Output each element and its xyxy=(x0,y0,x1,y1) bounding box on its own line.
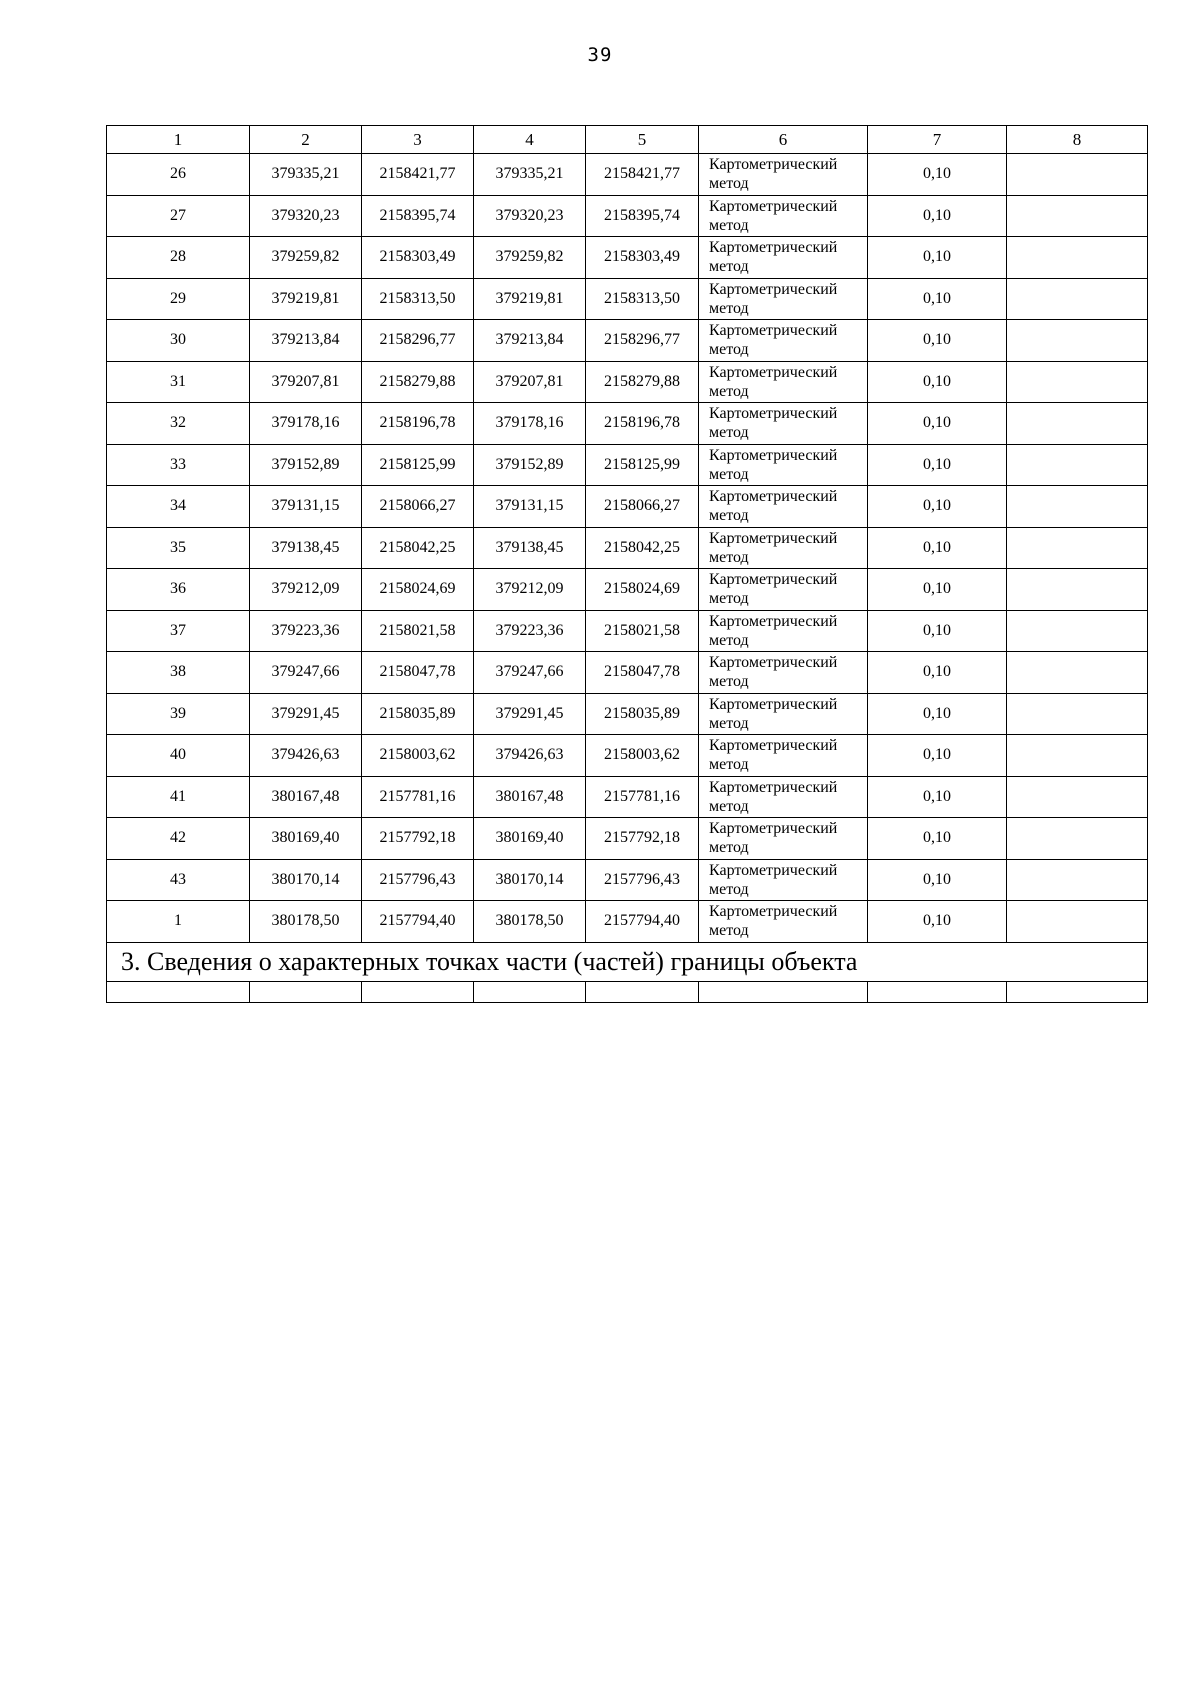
refined-x-cell: 380170,14 xyxy=(474,859,586,901)
refined-x-cell: 379138,45 xyxy=(474,527,586,569)
point-number-cell: 28 xyxy=(107,237,250,279)
refined-x-cell: 379219,81 xyxy=(474,278,586,320)
existing-x-cell: 379178,16 xyxy=(250,403,362,445)
method-cell xyxy=(699,693,868,735)
point-number-cell: 43 xyxy=(107,859,250,901)
point-number-cell: 1 xyxy=(107,901,250,943)
empty-cell xyxy=(250,981,362,1002)
table-row xyxy=(107,278,1148,320)
table-row xyxy=(107,403,1148,445)
section-heading-row xyxy=(107,942,1148,981)
existing-x-cell: 379131,15 xyxy=(250,486,362,528)
table-row xyxy=(107,693,1148,735)
note-cell xyxy=(1007,610,1148,652)
refined-y-cell: 2158313,50 xyxy=(586,278,699,320)
refined-x-cell: 379207,81 xyxy=(474,361,586,403)
existing-x-cell: 380167,48 xyxy=(250,776,362,818)
existing-y-cell: 2158313,50 xyxy=(362,278,474,320)
refined-y-cell: 2158296,77 xyxy=(586,320,699,362)
point-number-cell: 33 xyxy=(107,444,250,486)
existing-y-cell: 2157796,43 xyxy=(362,859,474,901)
refined-y-cell: 2157781,16 xyxy=(586,776,699,818)
existing-x-cell: 380178,50 xyxy=(250,901,362,943)
method-line-1: Картометрический xyxy=(709,363,838,381)
point-number-cell: 36 xyxy=(107,569,250,611)
method-line-2: метод xyxy=(709,341,749,359)
method-line-1: Картометрический xyxy=(709,529,838,547)
refined-x-cell: 379335,21 xyxy=(474,154,586,196)
point-number-cell: 27 xyxy=(107,195,250,237)
refined-x-cell: 379178,16 xyxy=(474,403,586,445)
section-heading: 3. Сведения о характерных точках части (частей) границы объекта xyxy=(107,942,1148,981)
point-number-cell: 39 xyxy=(107,693,250,735)
existing-x-cell: 379223,36 xyxy=(250,610,362,652)
note-cell xyxy=(1007,237,1148,279)
table-row xyxy=(107,652,1148,694)
accuracy-cell: 0,10 xyxy=(868,486,1007,528)
method-line-2: метод xyxy=(709,507,749,525)
refined-y-cell: 2158035,89 xyxy=(586,693,699,735)
refined-y-cell: 2158279,88 xyxy=(586,361,699,403)
note-cell xyxy=(1007,403,1148,445)
accuracy-cell: 0,10 xyxy=(868,403,1007,445)
refined-y-cell: 2158125,99 xyxy=(586,444,699,486)
method-cell xyxy=(699,859,868,901)
method-line-1: Картометрический xyxy=(709,322,838,340)
empty-cell xyxy=(699,981,868,1002)
existing-x-cell: 380169,40 xyxy=(250,818,362,860)
refined-x-cell: 379247,66 xyxy=(474,652,586,694)
existing-x-cell: 379426,63 xyxy=(250,735,362,777)
existing-x-cell: 379207,81 xyxy=(250,361,362,403)
refined-y-cell: 2158003,62 xyxy=(586,735,699,777)
existing-x-cell: 379213,84 xyxy=(250,320,362,362)
method-line-1: Картометрический xyxy=(709,737,838,755)
method-line-2: метод xyxy=(709,590,749,608)
point-number-cell: 31 xyxy=(107,361,250,403)
method-line-1: Картометрический xyxy=(709,820,838,838)
point-number-cell: 38 xyxy=(107,652,250,694)
note-cell xyxy=(1007,278,1148,320)
column-number-cell: 5 xyxy=(586,126,699,154)
existing-y-cell: 2158421,77 xyxy=(362,154,474,196)
table-row xyxy=(107,320,1148,362)
method-line-2: метод xyxy=(709,797,749,815)
existing-x-cell: 379138,45 xyxy=(250,527,362,569)
point-number-cell: 35 xyxy=(107,527,250,569)
method-cell xyxy=(699,361,868,403)
note-cell xyxy=(1007,735,1148,777)
table-row xyxy=(107,610,1148,652)
column-number-cell: 2 xyxy=(250,126,362,154)
note-cell xyxy=(1007,901,1148,943)
point-number-cell: 32 xyxy=(107,403,250,445)
existing-x-cell: 379247,66 xyxy=(250,652,362,694)
note-cell xyxy=(1007,693,1148,735)
point-number-cell: 42 xyxy=(107,818,250,860)
refined-y-cell: 2157792,18 xyxy=(586,818,699,860)
table-row xyxy=(107,859,1148,901)
empty-cell xyxy=(586,981,699,1002)
method-line-1: Картометрический xyxy=(709,239,838,257)
note-cell xyxy=(1007,154,1148,196)
existing-y-cell: 2157792,18 xyxy=(362,818,474,860)
refined-x-cell: 380169,40 xyxy=(474,818,586,860)
existing-y-cell: 2158066,27 xyxy=(362,486,474,528)
note-cell xyxy=(1007,818,1148,860)
point-number-cell: 26 xyxy=(107,154,250,196)
accuracy-cell: 0,10 xyxy=(868,527,1007,569)
method-cell xyxy=(699,735,868,777)
method-line-2: метод xyxy=(709,880,749,898)
method-line-1: Картометрический xyxy=(709,695,838,713)
column-number-row xyxy=(107,126,1148,154)
existing-x-cell: 379291,45 xyxy=(250,693,362,735)
table-row xyxy=(107,237,1148,279)
method-cell xyxy=(699,652,868,694)
existing-x-cell: 379219,81 xyxy=(250,278,362,320)
existing-x-cell: 380170,14 xyxy=(250,859,362,901)
note-cell xyxy=(1007,486,1148,528)
existing-x-cell: 379320,23 xyxy=(250,195,362,237)
method-cell xyxy=(699,237,868,279)
accuracy-cell: 0,10 xyxy=(868,818,1007,860)
existing-y-cell: 2157794,40 xyxy=(362,901,474,943)
method-line-1: Картометрический xyxy=(709,156,838,174)
method-cell xyxy=(699,403,868,445)
refined-y-cell: 2157796,43 xyxy=(586,859,699,901)
refined-x-cell: 379426,63 xyxy=(474,735,586,777)
empty-cell xyxy=(1007,981,1148,1002)
note-cell xyxy=(1007,320,1148,362)
method-line-1: Картометрический xyxy=(709,903,838,921)
method-cell xyxy=(699,610,868,652)
method-line-2: метод xyxy=(709,756,749,774)
existing-x-cell: 379152,89 xyxy=(250,444,362,486)
existing-y-cell: 2157781,16 xyxy=(362,776,474,818)
method-cell xyxy=(699,776,868,818)
note-cell xyxy=(1007,776,1148,818)
note-cell xyxy=(1007,527,1148,569)
method-line-2: метод xyxy=(709,424,749,442)
point-number-cell: 40 xyxy=(107,735,250,777)
method-line-2: метод xyxy=(709,631,749,649)
method-line-2: метод xyxy=(709,465,749,483)
existing-y-cell: 2158003,62 xyxy=(362,735,474,777)
refined-y-cell: 2158042,25 xyxy=(586,527,699,569)
method-line-1: Картометрический xyxy=(709,654,838,672)
method-cell xyxy=(699,569,868,611)
existing-x-cell: 379259,82 xyxy=(250,237,362,279)
method-line-2: метод xyxy=(709,258,749,276)
note-cell xyxy=(1007,652,1148,694)
method-cell xyxy=(699,444,868,486)
refined-y-cell: 2158395,74 xyxy=(586,195,699,237)
refined-x-cell: 379320,23 xyxy=(474,195,586,237)
note-cell xyxy=(1007,569,1148,611)
table-row xyxy=(107,569,1148,611)
refined-x-cell: 379259,82 xyxy=(474,237,586,279)
method-line-2: метод xyxy=(709,548,749,566)
table-row xyxy=(107,444,1148,486)
table-row xyxy=(107,818,1148,860)
refined-y-cell: 2158021,58 xyxy=(586,610,699,652)
method-cell xyxy=(699,195,868,237)
accuracy-cell: 0,10 xyxy=(868,154,1007,196)
column-number-cell: 6 xyxy=(699,126,868,154)
table-row xyxy=(107,527,1148,569)
existing-y-cell: 2158279,88 xyxy=(362,361,474,403)
existing-y-cell: 2158021,58 xyxy=(362,610,474,652)
method-line-1: Картометрический xyxy=(709,861,838,879)
refined-x-cell: 380178,50 xyxy=(474,901,586,943)
note-cell xyxy=(1007,444,1148,486)
method-cell xyxy=(699,320,868,362)
empty-cell xyxy=(868,981,1007,1002)
method-line-1: Картометрический xyxy=(709,405,838,423)
method-line-2: метод xyxy=(709,216,749,234)
accuracy-cell: 0,10 xyxy=(868,610,1007,652)
column-number-cell: 4 xyxy=(474,126,586,154)
accuracy-cell: 0,10 xyxy=(868,569,1007,611)
method-line-2: метод xyxy=(709,714,749,732)
method-cell xyxy=(699,154,868,196)
existing-y-cell: 2158035,89 xyxy=(362,693,474,735)
method-line-2: метод xyxy=(709,673,749,691)
accuracy-cell: 0,10 xyxy=(868,652,1007,694)
table-row xyxy=(107,486,1148,528)
accuracy-cell: 0,10 xyxy=(868,859,1007,901)
refined-y-cell: 2158024,69 xyxy=(586,569,699,611)
column-number-cell: 7 xyxy=(868,126,1007,154)
refined-y-cell: 2158047,78 xyxy=(586,652,699,694)
existing-y-cell: 2158196,78 xyxy=(362,403,474,445)
refined-x-cell: 379213,84 xyxy=(474,320,586,362)
method-line-1: Картометрический xyxy=(709,197,838,215)
refined-x-cell: 379152,89 xyxy=(474,444,586,486)
accuracy-cell: 0,10 xyxy=(868,776,1007,818)
refined-y-cell: 2158066,27 xyxy=(586,486,699,528)
accuracy-cell: 0,10 xyxy=(868,444,1007,486)
empty-cell xyxy=(362,981,474,1002)
accuracy-cell: 0,10 xyxy=(868,361,1007,403)
accuracy-cell: 0,10 xyxy=(868,735,1007,777)
page-number: 39 xyxy=(587,44,613,66)
method-cell xyxy=(699,486,868,528)
table-row xyxy=(107,154,1148,196)
table-row xyxy=(107,901,1148,943)
method-cell xyxy=(699,278,868,320)
accuracy-cell: 0,10 xyxy=(868,693,1007,735)
method-line-1: Картометрический xyxy=(709,488,838,506)
column-number-cell: 1 xyxy=(107,126,250,154)
note-cell xyxy=(1007,859,1148,901)
existing-x-cell: 379212,09 xyxy=(250,569,362,611)
refined-y-cell: 2157794,40 xyxy=(586,901,699,943)
existing-y-cell: 2158024,69 xyxy=(362,569,474,611)
column-number-cell: 3 xyxy=(362,126,474,154)
coordinates-table xyxy=(106,125,1148,1003)
refined-x-cell: 379291,45 xyxy=(474,693,586,735)
method-line-2: метод xyxy=(709,839,749,857)
point-number-cell: 37 xyxy=(107,610,250,652)
existing-x-cell: 379335,21 xyxy=(250,154,362,196)
accuracy-cell: 0,10 xyxy=(868,237,1007,279)
table-row xyxy=(107,195,1148,237)
refined-x-cell: 379223,36 xyxy=(474,610,586,652)
point-number-cell: 30 xyxy=(107,320,250,362)
method-cell xyxy=(699,818,868,860)
refined-x-cell: 380167,48 xyxy=(474,776,586,818)
method-line-2: метод xyxy=(709,175,749,193)
empty-cell xyxy=(474,981,586,1002)
method-line-1: Картометрический xyxy=(709,571,838,589)
empty-row xyxy=(107,981,1148,1002)
note-cell xyxy=(1007,195,1148,237)
accuracy-cell: 0,10 xyxy=(868,195,1007,237)
method-line-1: Картометрический xyxy=(709,612,838,630)
existing-y-cell: 2158296,77 xyxy=(362,320,474,362)
method-cell xyxy=(699,901,868,943)
refined-y-cell: 2158303,49 xyxy=(586,237,699,279)
method-line-2: метод xyxy=(709,382,749,400)
point-number-cell: 29 xyxy=(107,278,250,320)
refined-y-cell: 2158421,77 xyxy=(586,154,699,196)
existing-y-cell: 2158047,78 xyxy=(362,652,474,694)
method-line-1: Картометрический xyxy=(709,280,838,298)
method-line-1: Картометрический xyxy=(709,778,838,796)
table-row xyxy=(107,361,1148,403)
refined-x-cell: 379131,15 xyxy=(474,486,586,528)
refined-x-cell: 379212,09 xyxy=(474,569,586,611)
point-number-cell: 41 xyxy=(107,776,250,818)
empty-cell xyxy=(107,981,250,1002)
existing-y-cell: 2158303,49 xyxy=(362,237,474,279)
method-line-2: метод xyxy=(709,299,749,317)
method-line-1: Картометрический xyxy=(709,446,838,464)
table-body xyxy=(107,126,1148,1003)
existing-y-cell: 2158395,74 xyxy=(362,195,474,237)
point-number-cell: 34 xyxy=(107,486,250,528)
accuracy-cell: 0,10 xyxy=(868,901,1007,943)
method-line-2: метод xyxy=(709,922,749,940)
column-number-cell: 8 xyxy=(1007,126,1148,154)
table-row xyxy=(107,735,1148,777)
accuracy-cell: 0,10 xyxy=(868,278,1007,320)
existing-y-cell: 2158125,99 xyxy=(362,444,474,486)
note-cell xyxy=(1007,361,1148,403)
refined-y-cell: 2158196,78 xyxy=(586,403,699,445)
accuracy-cell: 0,10 xyxy=(868,320,1007,362)
existing-y-cell: 2158042,25 xyxy=(362,527,474,569)
table-row xyxy=(107,776,1148,818)
method-cell xyxy=(699,527,868,569)
